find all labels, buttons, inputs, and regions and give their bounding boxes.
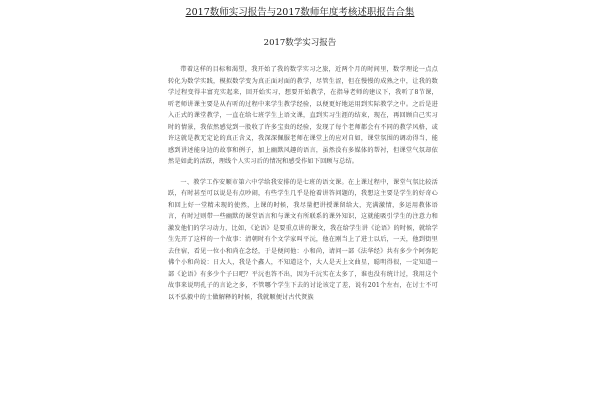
body-paragraph: 带着这样的目标和渴望，我开始了我的数学实习之旅，近两个月的时间里，数学理论一点点转化为数学实践，模拟数学变为真正面对面的教学，尽管生涩，但在慢慢的成熟之中，让我的数学过程变得丰富充实起来，回开始实习，想要开始教学，在指导老师的建议下，我听了8节课，听老师讲课主要是从有听的过程中来学生教学经验，以便更好地运用到实际教学之中。之后是进入正式的课堂教学，一直在给七班学生上语文课，直到实习生涯的结束，现在，再回顾自己实习时的情景，我依然感觉到一股收了许多宝贵的经验，发现了每个老师都会有不同的教学风格，或许这就是教无定论的真正含义，我深深佩服老师在课堂上的应对自如，课堂氛围的调动得当，能感到讲述能身边的故事和例子，加上幽默风趣的语言，虽然没有多媒体的帮衬，但课堂气氛却依然是如此的活跃，理线个人实习后的情况和感受作如下回顾与总结。 [168,66,438,165]
document-title: 2017数师实习报告与2017数师年度考核述职报告合集 [185,7,415,18]
section-title: 2017数学实习报告 [263,38,337,48]
document-body [168,64,438,303]
body-paragraph: 一、教学工作安顺市第六中学给我安排的是七班的语文课。在上课过程中，课堂气氛比较活跃，有时甚至可以说是有点吵闹，有些学生几乎是抢着讲答问题的，我想这主要是学生的好奇心和回上好一堂精未现的使然，上课的时候，我尽量把讲授课留给大，充满激情，多运用教体语言，有时过则带一些幽默的课堂语言和与课文有所联系的课外知识，这就能吸引学生的注意力和激发他们的学习动力，比如，《论语》是要重点讲的课文，我在给学生讲《论语》的时候，就给学生先开了这样的一个故事：清朝时有个文学家叫平沅，他在刚当上了进士以后，一天，他到街里去住宿，看见一位小和尚在念经，于是便问他：小和尚，请问一部《法华经》共有多少个阿弥陀佛个小和尚说：日大人，我是个鑫人，不知道这个，大人是天上文曲星，聪明得很，一定知道一部《论语》有多少个子曰吧？平沅也答不出，因为千沅实在太多了，谁也没有统计过，我用这个故事来说明孔子的言论之多，不管哪个学生下去的讨论该定了差，说有201个左右，在讨士不可以不弘毅中的士做解释的时候，我就顺便讨古代贤族 [168,178,438,301]
